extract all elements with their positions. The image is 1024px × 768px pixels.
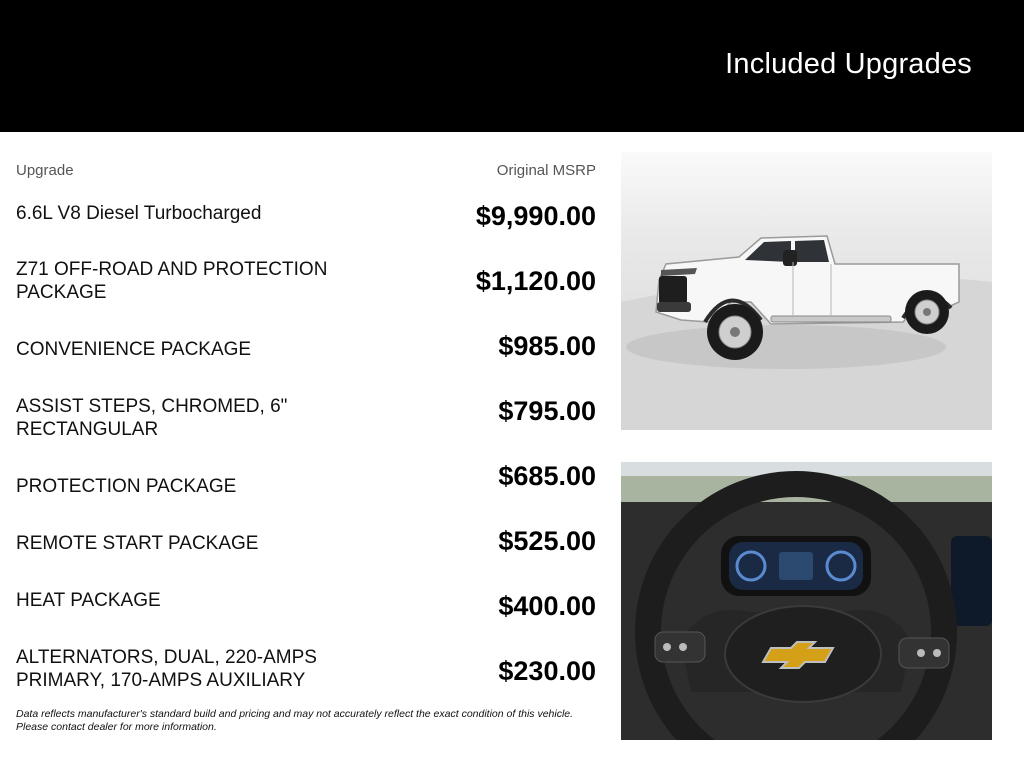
upgrade-price: $1,120.00 — [475, 266, 596, 296]
upgrade-name: HEAT PACKAGE — [16, 590, 161, 611]
steering-wheel-photo — [621, 462, 992, 740]
table-row — [16, 448, 596, 513]
table-row — [16, 188, 596, 253]
table-header — [16, 158, 596, 188]
disclaimer — [16, 708, 606, 733]
table-row — [16, 253, 596, 318]
upgrade-name: ASSIST STEPS, CHROMED, 6" RECTANGULAR — [16, 396, 288, 440]
upgrade-name: Z71 OFF-ROAD AND PROTECTION PACKAGE — [16, 259, 328, 303]
disclaimer-line: Please contact dealer for more information. — [16, 720, 217, 733]
page-header — [0, 0, 1024, 132]
upgrade-price: $400.00 — [498, 591, 596, 621]
upgrade-price: $795.00 — [498, 396, 596, 426]
column-header-msrp: Original MSRP — [496, 162, 596, 179]
pickup-truck-photo — [621, 152, 992, 430]
upgrade-price: $685.00 — [498, 461, 596, 491]
page-title: Included Upgrades — [725, 48, 972, 80]
table-row — [16, 318, 596, 383]
upgrade-price: $230.00 — [498, 656, 596, 686]
upgrades-table — [16, 158, 596, 708]
table-row — [16, 643, 596, 708]
upgrade-name: ALTERNATORS, DUAL, 220-AMPS PRIMARY, 170-AMPS AUXILIARY — [16, 647, 317, 691]
upgrade-price: $985.00 — [498, 331, 596, 361]
table-row — [16, 513, 596, 578]
table-row — [16, 383, 596, 448]
upgrade-price: $525.00 — [498, 526, 596, 556]
upgrade-name: REMOTE START PACKAGE — [16, 533, 259, 554]
upgrade-name: 6.6L V8 Diesel Turbocharged — [16, 203, 262, 224]
disclaimer-line: Data reflects manufacturer's standard build and pricing and may not accurately reflect the exact condition of this vehicle. — [16, 708, 574, 720]
column-header-upgrade: Upgrade — [16, 162, 74, 179]
upgrade-price: $9,990.00 — [475, 201, 596, 231]
upgrade-name: CONVENIENCE PACKAGE — [16, 339, 252, 360]
table-row — [16, 578, 596, 643]
upgrade-name: PROTECTION PACKAGE — [16, 476, 237, 497]
